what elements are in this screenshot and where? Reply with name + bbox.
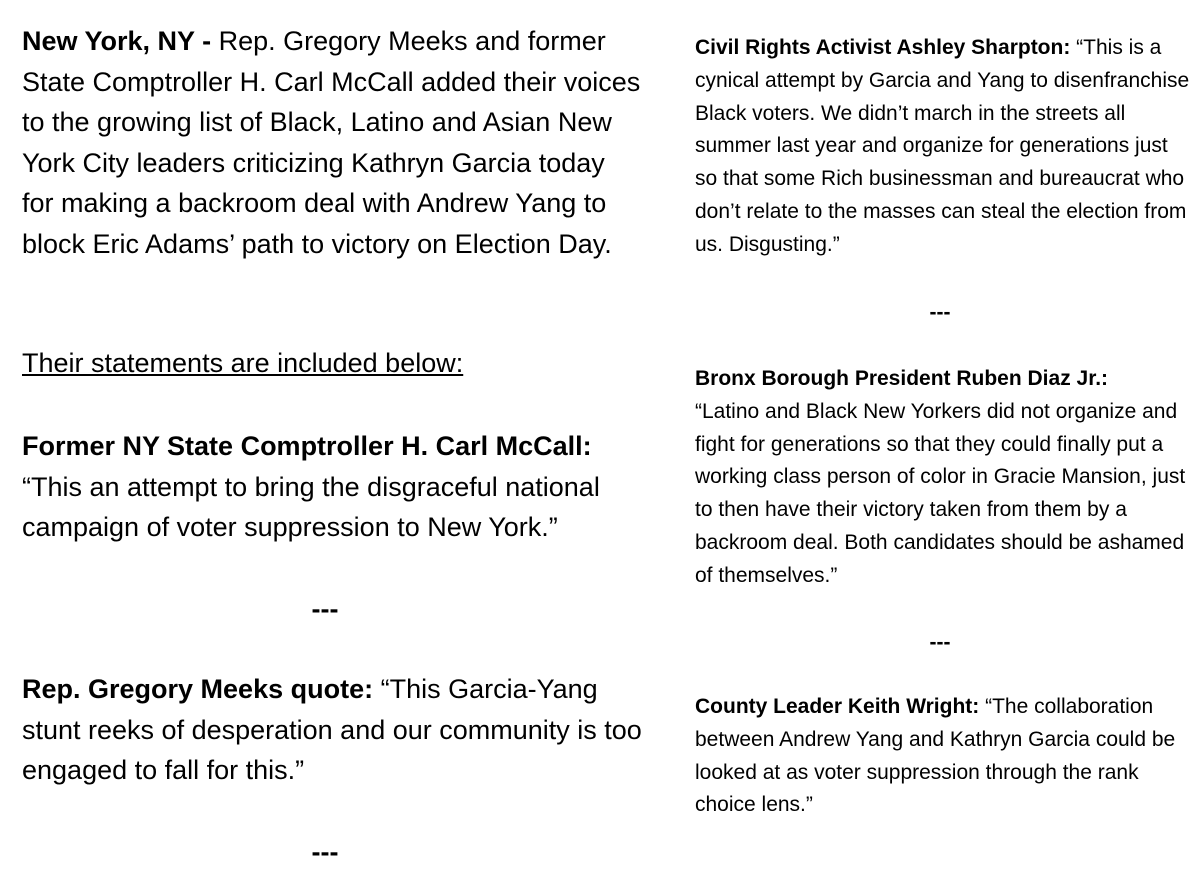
diaz-quote: “Latino and Black New Yorkers did not organize and fight for generations so that they could finally put a working class person of color in Gracie Mansion, just to then have their victory taken from them by a backroom deal. Both candidates should be ashamed of themselves.” — [695, 399, 1186, 587]
meeks-speaker: Rep. Gregory Meeks quote: — [22, 674, 374, 704]
wright-quote: “The collaboration between Andrew Yang and Kathryn Garcia could be looked at as voter suppression through the rank choice lens.” — [695, 695, 1176, 817]
separator: --- — [929, 631, 951, 654]
separator: --- — [311, 837, 339, 867]
separator: --- — [929, 301, 951, 324]
meeks-quote: “This Garcia-Yang stunt reeks of desperation and our community is too engaged to fall for this.” — [22, 674, 642, 785]
wright-statement — [695, 691, 1195, 822]
mccall-speaker: Former NY State Comptroller H. Carl McCall: — [22, 431, 592, 461]
statements-heading: Their statements are included below: — [22, 348, 464, 378]
intro-paragraph — [22, 21, 642, 264]
sharpton-speaker: Civil Rights Activist Ashley Sharpton: — [695, 36, 1071, 59]
dateline: New York, NY - — [22, 26, 212, 56]
sharpton-statement — [695, 32, 1195, 262]
intro-text: Rep. Gregory Meeks and former State Comptroller H. Carl McCall added their voices to the growing list of Black, Latino and Asian New York City leaders criticizing Kathryn Garcia today for making a backroom deal with Andrew Yang to block Eric Adams’ path to victory on Election Day. — [22, 26, 641, 259]
mccall-quote: “This an attempt to bring the disgraceful national campaign of voter suppression to New York.” — [22, 471, 600, 542]
wright-speaker: County Leader Keith Wright: — [695, 695, 980, 718]
meeks-statement — [22, 669, 642, 791]
diaz-speaker: Bronx Borough President Ruben Diaz Jr.: — [695, 367, 1109, 390]
sharpton-quote: “This is a cynical attempt by Garcia and Yang to disenfranchise Black voters. We didn’t march in the streets all summer last year and organize for generations just so that some Rich businessman and bureaucrat who don’t relate to the masses can steal the election from us. Disgusting.” — [695, 36, 1190, 256]
diaz-statement — [695, 363, 1195, 593]
mccall-statement — [22, 426, 642, 548]
separator: --- — [311, 594, 339, 624]
